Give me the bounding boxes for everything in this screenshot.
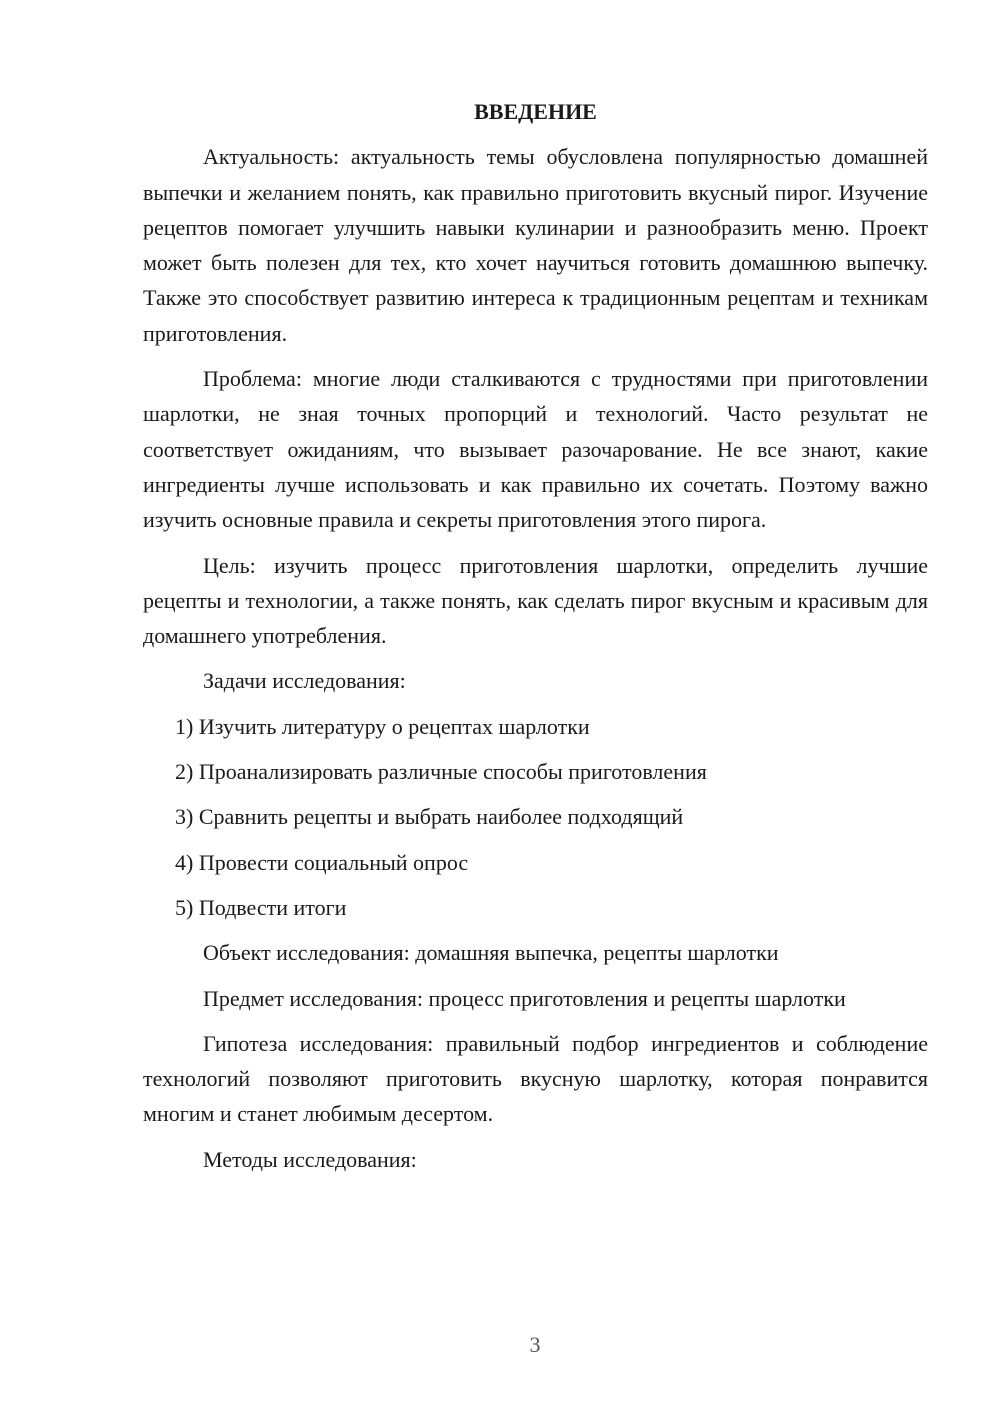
- problem-paragraph: Проблема: многие люди сталкиваются с трудностями при приготовлении шарлотки, не зная точных пропорций и технологий. Часто результат не соответствует ожиданиям, что вызывает разочарование. Не все знают, какие ингредиенты лучше использовать и как правильно их сочетать. Поэтому важно изучить основные правила и секреты приготовления этого пирога.: [143, 366, 928, 533]
- page-number: 3: [529, 1332, 541, 1357]
- goal-paragraph: Цель: изучить процесс приготовления шарлотки, определить лучшие рецепты и технологии, а также понять, как сделать пирог вкусным и красивым для домашнего употребления.: [143, 552, 928, 649]
- subject-paragraph: Предмет исследования: процесс приготовления и рецепты шарлотки: [203, 985, 846, 1011]
- section-title: ВВЕДЕНИЕ: [474, 99, 597, 124]
- list-item: 3) Сравнить рецепты и выбрать наиболее подходящий: [175, 804, 684, 830]
- hypothesis-paragraph: Гипотеза исследования: правильный подбор ингредиентов и соблюдение технологий позволяют приготовить вкусную шарлотку, которая понравится многим и станет любимым десертом.: [143, 1030, 928, 1127]
- document-body: [143, 94, 928, 1187]
- list-item: 5) Подвести итоги: [175, 894, 347, 920]
- methods-heading: Методы исследования:: [203, 1146, 417, 1172]
- tasks-list: [143, 709, 928, 925]
- relevance-paragraph: Актуальность: актуальность темы обусловлена популярностью домашней выпечки и желанием понять, как правильно приготовить вкусный пирог. Изучение рецептов помогает улучшить навыки кулинарии и разнообразить меню. Проект может быть полезен для тех, кто хочет научиться готовить домашнюю выпечку. Также это способствует развитию интереса к традиционным рецептам и техникам приготовления.: [143, 144, 928, 346]
- object-paragraph: Объект исследования: домашняя выпечка, рецепты шарлотки: [203, 940, 779, 966]
- list-item: 1) Изучить литературу о рецептах шарлотки: [175, 713, 590, 739]
- list-item: 4) Провести социальный опрос: [175, 849, 469, 875]
- list-item: 2) Проанализировать различные способы приготовления: [175, 759, 707, 785]
- tasks-heading: Задачи исследования:: [203, 668, 406, 694]
